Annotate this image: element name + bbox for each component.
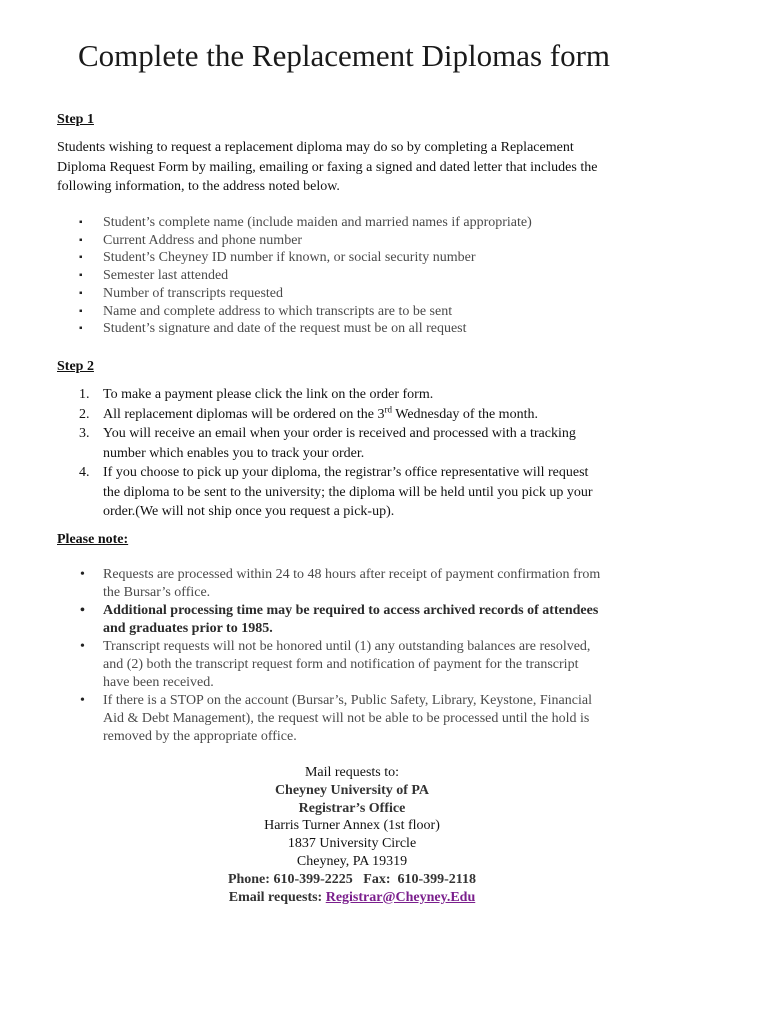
list-item: • Transcript requests will not be honored until (1) any outstanding balances are resolved, and (2) both the transcript request form and notification of payment for the transcript have been received. [80,639,591,690]
round-bullet-icon: • [80,567,85,582]
phone-number: 610-399-2225 [273,871,353,887]
list-item: ▪ Student’s complete name (include maiden and married names if appropriate) [79,215,532,230]
square-bullet-icon: ▪ [79,270,83,282]
step2-heading: Step 2 [57,359,94,374]
square-bullet-icon: ▪ [79,287,83,299]
square-bullet-icon: ▪ [79,305,83,317]
step1-paragraph [57,138,657,197]
list-item: 4. If you choose to pick up your diploma, the registrar’s office representative will request the diploma to be sent to the university; the diploma will be held until you pick up your order.(We will not ship once you request a pick-up). [79,465,593,519]
round-bullet-icon: • [80,639,85,654]
list-item: 3. You will receive an email when your order is received and processed with a tracking number which enables you to track your order. [79,426,576,461]
square-bullet-icon: ▪ [79,217,83,228]
step2-list [57,385,657,522]
notes-list [57,566,657,746]
list-item: ▪ Name and complete address to which transcripts are to be sent [79,303,453,319]
square-bullet-icon: ▪ [79,234,83,246]
square-bullet-icon: ▪ [79,252,83,264]
mail-intro: Mail requests to: [304,765,400,780]
please-note-heading: Please note: [57,532,129,547]
list-item: ▪ Student’s Cheyney ID number if known, or social security number [79,250,476,266]
list-item: 1. To make a payment please click the link on the order form. [79,387,434,402]
paragraph-line: Diploma Request Form by mailing, emailing or faxing a signed and dated letter that includes the [57,159,598,175]
list-item: • Requests are processed within 24 to 48 hours after receipt of payment confirmation from the Bursar’s office. [80,567,601,600]
street-address: 1837 University Circle [287,836,417,852]
list-item: • Additional processing time may be required to access archived records of attendees and graduates prior to 1985. [80,603,599,636]
list-item: ▪ Student’s signature and date of the request must be on all request [79,321,467,337]
city-state-zip: Cheyney, PA 19319 [296,853,408,869]
page-title: Complete the Replacement Diplomas form [78,38,611,73]
university-name: Cheyney University of PA [274,782,430,798]
paragraph-line: Students wishing to request a replacement diploma may do so by completing a Replacement [57,140,574,155]
round-bullet-icon: • [80,693,85,708]
list-item: 2. All replacement diplomas will be ordered on the 3rd Wednesday of the month. [79,403,538,422]
office-name: Registrar’s Office [298,800,406,816]
building-name: Harris Turner Annex (1st floor) [264,818,440,834]
email-line: Email requests: Registrar@Cheyney.Edu [228,889,476,905]
required-info-list [57,214,532,338]
fax-number: 610-399-2118 [397,871,477,887]
mailing-address-block [0,764,704,906]
phone-fax-line: Phone: 610-399-2225 Fax: 610-399-2118 [227,871,477,887]
email-link[interactable]: Registrar@Cheyney.Edu [325,889,476,905]
square-bullet-icon: ▪ [79,323,83,335]
round-bullet-icon: • [80,603,85,618]
list-item: • If there is a STOP on the account (Bursar’s, Public Safety, Library, Keystone, Financial Aid & Debt Management), the request will not be able to be processed until the hold is removed by the appropriate office. [80,693,592,744]
paragraph-line: following information, to the address noted below. [57,179,340,194]
step1-heading: Step 1 [57,112,94,127]
list-item: ▪ Semester last attended [79,268,229,284]
list-item: ▪ Number of transcripts requested [79,285,283,301]
list-item: ▪ Current Address and phone number [79,232,303,248]
